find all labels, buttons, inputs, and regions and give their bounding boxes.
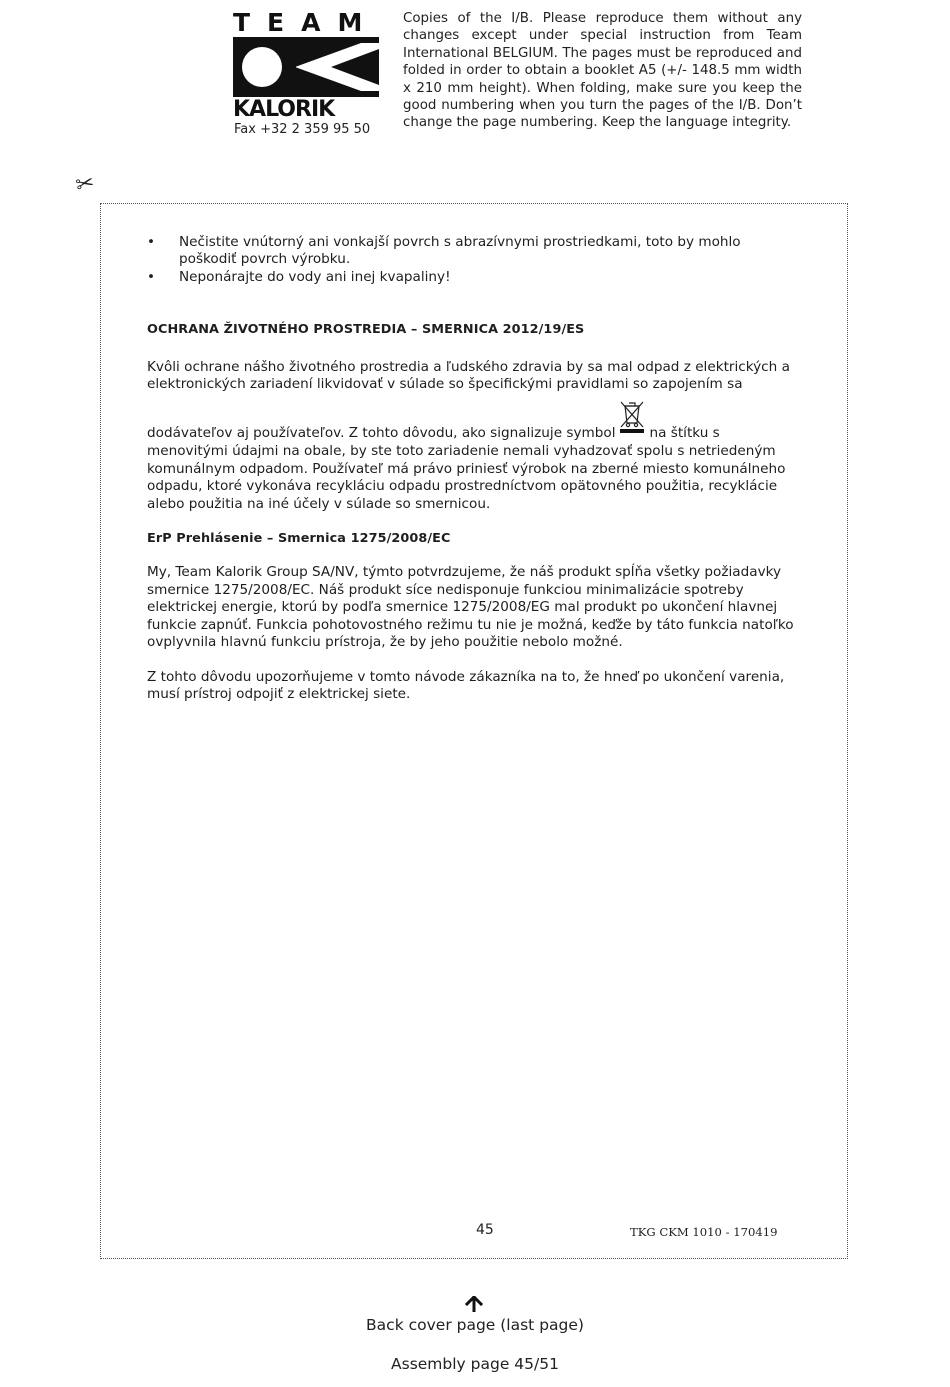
environment-text-after-symbol: na štítku s menovitými údajmi na obale, by ste toto zariadenie nemali vyhadzovať spolu s netriedeným komunálnym odpadom. Používateľ má právo priniesť výrobok na zberné miesto komunálneho odpadu, ktoré vykonáva recykláciu odpadu prostredníctvom opätovného použitia, recyklácie alebo použitia na iné účely v súlade so smernicou.	[147, 425, 786, 512]
document-code: TKG CKM 1010 - 170419	[630, 1225, 778, 1239]
erp-paragraph-2: Z tohto dôvodu upozorňujeme v tomto návode zákazníka na to, že hneď po ukončení varenia, musí prístroj odpojiť z elektrickej siete.	[147, 668, 785, 702]
scissors-icon: ✂	[73, 170, 97, 199]
environment-text-before-symbol: dodávateľov aj používateľov. Z tohto dôvodu, ako signalizuje symbol	[147, 425, 616, 442]
environment-paragraph-1: Kvôli ochrane nášho životného prostredia a ľudského zdravia by sa mal odpad z elektrických a elektronických zariadení likvidovať v súlade so špecifickými pravidlami so zapojením sa	[147, 358, 790, 393]
logo-brand-text: KALORIK	[233, 97, 335, 122]
care-bullet-list	[147, 234, 802, 286]
erp-heading: ErP Prehlásenie – Smernica 1275/2008/EC	[147, 531, 451, 547]
back-cover-label: Back cover page (last page)	[366, 1316, 584, 1334]
team-kalorik-logo	[233, 10, 381, 122]
logo-k-mark-icon	[233, 37, 379, 97]
assembly-page-label: Assembly page 45/51	[391, 1355, 559, 1373]
erp-paragraph-1: My, Team Kalorik Group SA/NV, týmto potvrdzujeme, že náš produkt spĺňa všetky požiadavky smernice 1275/2008/EC. Náš produkt síce nedisponuje funkciou minimalizácie spotreby elektrickej energie, ktorú by podľa smernice 1275/2008/EG mal produkt po ukončení hlavnej funkcie zapnúť. Funkcia pohotovostného režimu tu nie je možná, keďže by táto funkcia natoľko ovplyvnila hlavnú funkciu prístroja, že by jeho použitie nebolo možné.	[147, 564, 794, 651]
reproduction-instructions: Copies of the I/B. Please reproduce them without any changes except under special instruction from Team International BELGIUM. The pages must be reproduced and folded in order to obtain a booklet A5 (+/- 148.5 mm width x 210 mm height). When folding, make sure you keep the good numbering when you turn the pages of the I/B. Don’t change the page numbering. Keep the language integrity.	[403, 11, 802, 131]
page-content	[147, 234, 802, 703]
fax-number: Fax +32 2 359 95 50	[234, 122, 371, 137]
list-item: • Neponárajte do vody ani inej kvapaliny!	[147, 269, 802, 286]
logo-team-text: TEAM	[233, 8, 380, 37]
list-item: • Nečistite vnútorný ani vonkajší povrch s abrazívnymi prostriedkami, toto by mohlo poškodiť povrch výrobku.	[147, 234, 802, 269]
crossed-out-wheelie-bin-icon	[617, 413, 647, 443]
arrow-up-icon	[463, 1296, 485, 1312]
page-number: 45	[476, 1222, 494, 1238]
environment-paragraph-2	[147, 413, 802, 513]
environment-heading: OCHRANA ŽIVOTNÉHO PROSTREDIA – SMERNICA 2012/19/ES	[147, 322, 585, 338]
